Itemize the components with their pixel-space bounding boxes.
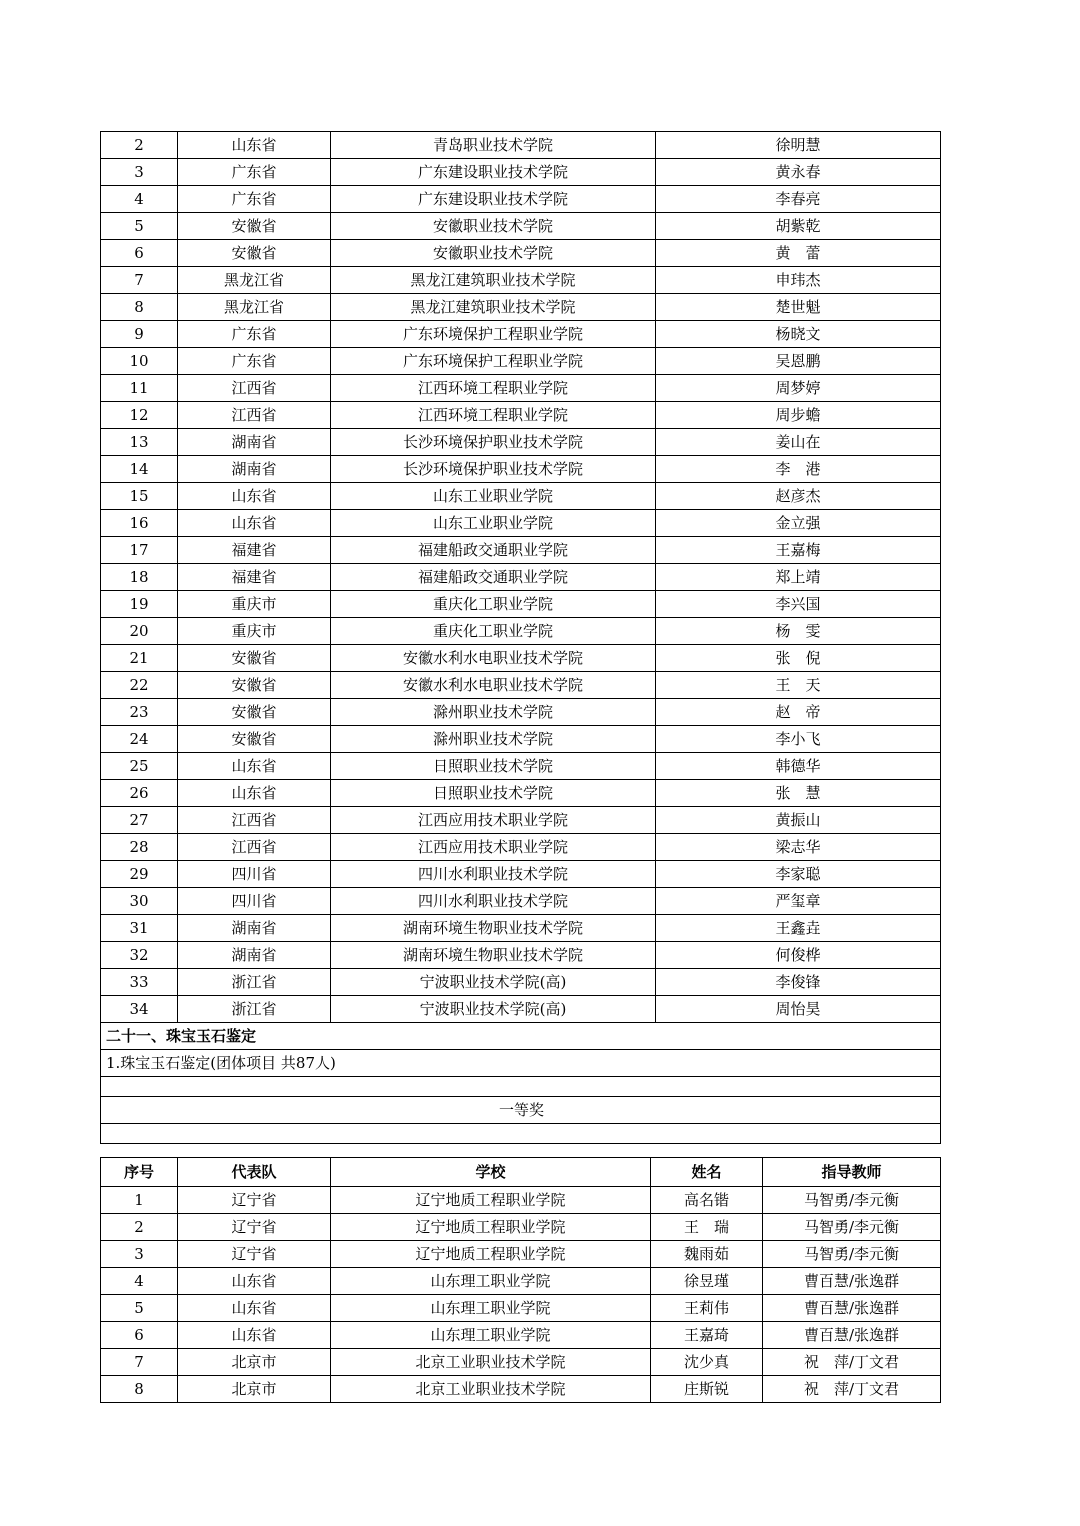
team-cell: 山东省 [178,753,331,780]
student-name-cell: 李俊锋 [656,969,941,996]
first-prize-table-body [101,1187,941,1403]
row-number-cell: 24 [101,726,178,753]
student-name-cell: 徐明慧 [656,132,941,159]
student-name-cell: 楚世魁 [656,294,941,321]
table-row [101,267,941,294]
school-cell: 长沙环境保护职业技术学院 [331,456,656,483]
table-row [101,1349,941,1376]
school-cell: 江西应用技术职业学院 [331,834,656,861]
table-row [101,1268,941,1295]
school-cell: 滁州职业技术学院 [331,699,656,726]
school-cell: 山东工业职业学院 [331,510,656,537]
team-cell: 安徽省 [178,726,331,753]
row-number-cell: 22 [101,672,178,699]
school-cell: 重庆化工职业学院 [331,618,656,645]
school-cell: 安徽水利水电职业技术学院 [331,645,656,672]
school-cell: 安徽职业技术学院 [331,240,656,267]
table-row [101,780,941,807]
school-cell: 辽宁地质工程职业学院 [331,1241,651,1268]
row-number-cell: 6 [101,1322,178,1349]
row-number-cell: 18 [101,564,178,591]
team-cell: 福建省 [178,537,331,564]
table-row [101,1187,941,1214]
team-cell: 湖南省 [178,915,331,942]
team-cell: 黑龙江省 [178,294,331,321]
student-name-cell: 郑上靖 [656,564,941,591]
advisor-cell: 马智勇/李元衡 [763,1241,941,1268]
row-number-cell: 25 [101,753,178,780]
table-row [101,996,941,1023]
table-row [101,834,941,861]
header-row [101,1158,941,1187]
first-prize-table-head [101,1158,941,1187]
table-row [101,456,941,483]
row-number-cell: 23 [101,699,178,726]
team-cell: 广东省 [178,186,331,213]
advisor-cell: 曹百慧/张逸群 [763,1295,941,1322]
advisor-cell: 曹百慧/张逸群 [763,1322,941,1349]
section-title: 二十一、珠宝玉石鉴定 [101,1023,941,1050]
team-cell: 浙江省 [178,969,331,996]
student-name-cell: 徐昱瑾 [651,1268,763,1295]
school-cell: 四川水利职业技术学院 [331,888,656,915]
team-cell: 福建省 [178,564,331,591]
table-row [101,699,941,726]
table-row [101,726,941,753]
table-row [101,1322,941,1349]
row-number-cell: 20 [101,618,178,645]
row-number-cell: 2 [101,1214,178,1241]
award-row [101,1097,941,1124]
table-row [101,294,941,321]
student-name-cell: 杨晓文 [656,321,941,348]
school-cell: 江西环境工程职业学院 [331,402,656,429]
table-row [101,942,941,969]
table-row [101,618,941,645]
row-number-cell: 17 [101,537,178,564]
school-cell: 广东环境保护工程职业学院 [331,321,656,348]
table-row [101,1295,941,1322]
row-number-cell: 5 [101,213,178,240]
table-row [101,429,941,456]
school-cell: 重庆化工职业学院 [331,591,656,618]
row-number-cell: 32 [101,942,178,969]
row-number-cell: 13 [101,429,178,456]
table-row [101,915,941,942]
table-row [101,537,941,564]
row-number-cell: 33 [101,969,178,996]
section-title-row [101,1023,941,1050]
school-cell: 辽宁地质工程职业学院 [331,1187,651,1214]
team-cell: 广东省 [178,348,331,375]
advisor-cell: 马智勇/李元衡 [763,1187,941,1214]
team-cell: 湖南省 [178,429,331,456]
table-row [101,213,941,240]
school-cell: 山东理工职业学院 [331,1295,651,1322]
team-cell: 北京市 [178,1376,331,1403]
team-cell: 广东省 [178,159,331,186]
table-row [101,753,941,780]
school-cell: 黑龙江建筑职业技术学院 [331,294,656,321]
student-name-cell: 高名锴 [651,1187,763,1214]
table-row [101,348,941,375]
team-cell: 江西省 [178,807,331,834]
row-number-cell: 6 [101,240,178,267]
table-row [101,591,941,618]
team-cell: 湖南省 [178,456,331,483]
team-cell: 安徽省 [178,645,331,672]
student-name-cell: 庄斯锐 [651,1376,763,1403]
team-cell: 山东省 [178,1295,331,1322]
row-number-cell: 9 [101,321,178,348]
student-name-cell: 吴恩鹏 [656,348,941,375]
team-cell: 江西省 [178,834,331,861]
table-row [101,402,941,429]
student-name-cell: 王 天 [656,672,941,699]
table-row [101,132,941,159]
table-row [101,1214,941,1241]
table-row [101,807,941,834]
row-number-cell: 7 [101,267,178,294]
table-row [101,159,941,186]
column-header: 代表队 [178,1158,331,1187]
advisor-cell: 祝 萍/丁文君 [763,1349,941,1376]
student-name-cell: 魏雨茹 [651,1241,763,1268]
student-name-cell: 李 港 [656,456,941,483]
empty-row [101,1077,941,1097]
student-name-cell: 李家聪 [656,861,941,888]
team-cell: 山东省 [178,510,331,537]
student-name-cell: 周梦婷 [656,375,941,402]
team-cell: 江西省 [178,375,331,402]
award-title: 一等奖 [101,1097,941,1124]
team-cell: 浙江省 [178,996,331,1023]
team-cell: 江西省 [178,402,331,429]
school-cell: 湖南环境生物职业技术学院 [331,915,656,942]
table-row [101,1376,941,1403]
student-name-cell: 张 慧 [656,780,941,807]
school-cell: 广东建设职业技术学院 [331,186,656,213]
team-cell: 黑龙江省 [178,267,331,294]
school-cell: 北京工业职业技术学院 [331,1349,651,1376]
student-name-cell: 王鑫垚 [656,915,941,942]
results-table-body [101,132,941,1023]
advisor-cell: 马智勇/李元衡 [763,1214,941,1241]
team-cell: 山东省 [178,1322,331,1349]
school-cell: 福建船政交通职业学院 [331,537,656,564]
student-name-cell: 周怡昊 [656,996,941,1023]
empty-cell [101,1077,941,1097]
team-cell: 广东省 [178,321,331,348]
student-name-cell: 黄 蕾 [656,240,941,267]
empty-cell [101,1124,941,1144]
student-name-cell: 韩德华 [656,753,941,780]
student-name-cell: 沈少真 [651,1349,763,1376]
student-name-cell: 何俊桦 [656,942,941,969]
row-number-cell: 26 [101,780,178,807]
student-name-cell: 黄永春 [656,159,941,186]
school-cell: 黑龙江建筑职业技术学院 [331,267,656,294]
school-cell: 广东环境保护工程职业学院 [331,348,656,375]
row-number-cell: 4 [101,186,178,213]
empty-row [101,1124,941,1144]
row-number-cell: 27 [101,807,178,834]
school-cell: 日照职业技术学院 [331,780,656,807]
student-name-cell: 李兴国 [656,591,941,618]
student-name-cell: 黄振山 [656,807,941,834]
school-cell: 安徽水利水电职业技术学院 [331,672,656,699]
student-name-cell: 王嘉琦 [651,1322,763,1349]
row-number-cell: 19 [101,591,178,618]
school-cell: 长沙环境保护职业技术学院 [331,429,656,456]
table-row [101,1241,941,1268]
row-number-cell: 4 [101,1268,178,1295]
row-number-cell: 12 [101,402,178,429]
row-number-cell: 8 [101,1376,178,1403]
row-number-cell: 31 [101,915,178,942]
row-number-cell: 29 [101,861,178,888]
table-row [101,483,941,510]
team-cell: 重庆市 [178,591,331,618]
row-number-cell: 7 [101,1349,178,1376]
table-row [101,240,941,267]
school-cell: 山东理工职业学院 [331,1268,651,1295]
row-number-cell: 1 [101,1187,178,1214]
team-cell: 安徽省 [178,213,331,240]
student-name-cell: 王嘉梅 [656,537,941,564]
table-row [101,375,941,402]
team-cell: 安徽省 [178,699,331,726]
team-cell: 山东省 [178,132,331,159]
school-cell: 安徽职业技术学院 [331,213,656,240]
school-cell: 青岛职业技术学院 [331,132,656,159]
school-cell: 福建船政交通职业学院 [331,564,656,591]
student-name-cell: 严玺章 [656,888,941,915]
column-header: 序号 [101,1158,178,1187]
student-name-cell: 姜山在 [656,429,941,456]
team-cell: 四川省 [178,861,331,888]
advisor-cell: 祝 萍/丁文君 [763,1376,941,1403]
team-cell: 重庆市 [178,618,331,645]
section-block [100,1022,941,1144]
school-cell: 广东建设职业技术学院 [331,159,656,186]
column-header: 指导教师 [763,1158,941,1187]
team-cell: 山东省 [178,483,331,510]
team-cell: 山东省 [178,1268,331,1295]
student-name-cell: 王莉伟 [651,1295,763,1322]
student-name-cell: 杨 雯 [656,618,941,645]
results-table-continued [100,131,941,1023]
student-name-cell: 李小飞 [656,726,941,753]
school-cell: 四川水利职业技术学院 [331,861,656,888]
first-prize-table [100,1157,941,1403]
row-number-cell: 34 [101,996,178,1023]
table-row [101,861,941,888]
team-cell: 北京市 [178,1349,331,1376]
table-row [101,888,941,915]
team-cell: 安徽省 [178,672,331,699]
school-cell: 滁州职业技术学院 [331,726,656,753]
student-name-cell: 梁志华 [656,834,941,861]
section-subtitle-row [101,1050,941,1077]
row-number-cell: 15 [101,483,178,510]
row-number-cell: 10 [101,348,178,375]
school-cell: 江西环境工程职业学院 [331,375,656,402]
row-number-cell: 8 [101,294,178,321]
student-name-cell: 金立强 [656,510,941,537]
row-number-cell: 3 [101,159,178,186]
row-number-cell: 3 [101,1241,178,1268]
row-number-cell: 2 [101,132,178,159]
section-subtitle: 1.珠宝玉石鉴定(团体项目 共87人) [101,1050,941,1077]
column-header: 学校 [331,1158,651,1187]
row-number-cell: 28 [101,834,178,861]
student-name-cell: 胡紫乾 [656,213,941,240]
student-name-cell: 李春亮 [656,186,941,213]
team-cell: 辽宁省 [178,1187,331,1214]
column-header: 姓名 [651,1158,763,1187]
school-cell: 宁波职业技术学院(高) [331,969,656,996]
table-row [101,321,941,348]
row-number-cell: 21 [101,645,178,672]
team-cell: 山东省 [178,780,331,807]
team-cell: 四川省 [178,888,331,915]
team-cell: 辽宁省 [178,1214,331,1241]
student-name-cell: 赵彦杰 [656,483,941,510]
team-cell: 辽宁省 [178,1241,331,1268]
student-name-cell: 周步蟾 [656,402,941,429]
team-cell: 湖南省 [178,942,331,969]
school-cell: 日照职业技术学院 [331,753,656,780]
table-row [101,564,941,591]
table-row [101,969,941,996]
table-row [101,645,941,672]
student-name-cell: 申玮杰 [656,267,941,294]
school-cell: 山东工业职业学院 [331,483,656,510]
row-number-cell: 11 [101,375,178,402]
student-name-cell: 张 倪 [656,645,941,672]
school-cell: 山东理工职业学院 [331,1322,651,1349]
table-row [101,510,941,537]
school-cell: 湖南环境生物职业技术学院 [331,942,656,969]
row-number-cell: 5 [101,1295,178,1322]
row-number-cell: 30 [101,888,178,915]
student-name-cell: 赵 帝 [656,699,941,726]
school-cell: 江西应用技术职业学院 [331,807,656,834]
table-row [101,186,941,213]
advisor-cell: 曹百慧/张逸群 [763,1268,941,1295]
school-cell: 宁波职业技术学院(高) [331,996,656,1023]
school-cell: 辽宁地质工程职业学院 [331,1214,651,1241]
table-row [101,672,941,699]
team-cell: 安徽省 [178,240,331,267]
school-cell: 北京工业职业技术学院 [331,1376,651,1403]
student-name-cell: 王 瑞 [651,1214,763,1241]
row-number-cell: 14 [101,456,178,483]
row-number-cell: 16 [101,510,178,537]
